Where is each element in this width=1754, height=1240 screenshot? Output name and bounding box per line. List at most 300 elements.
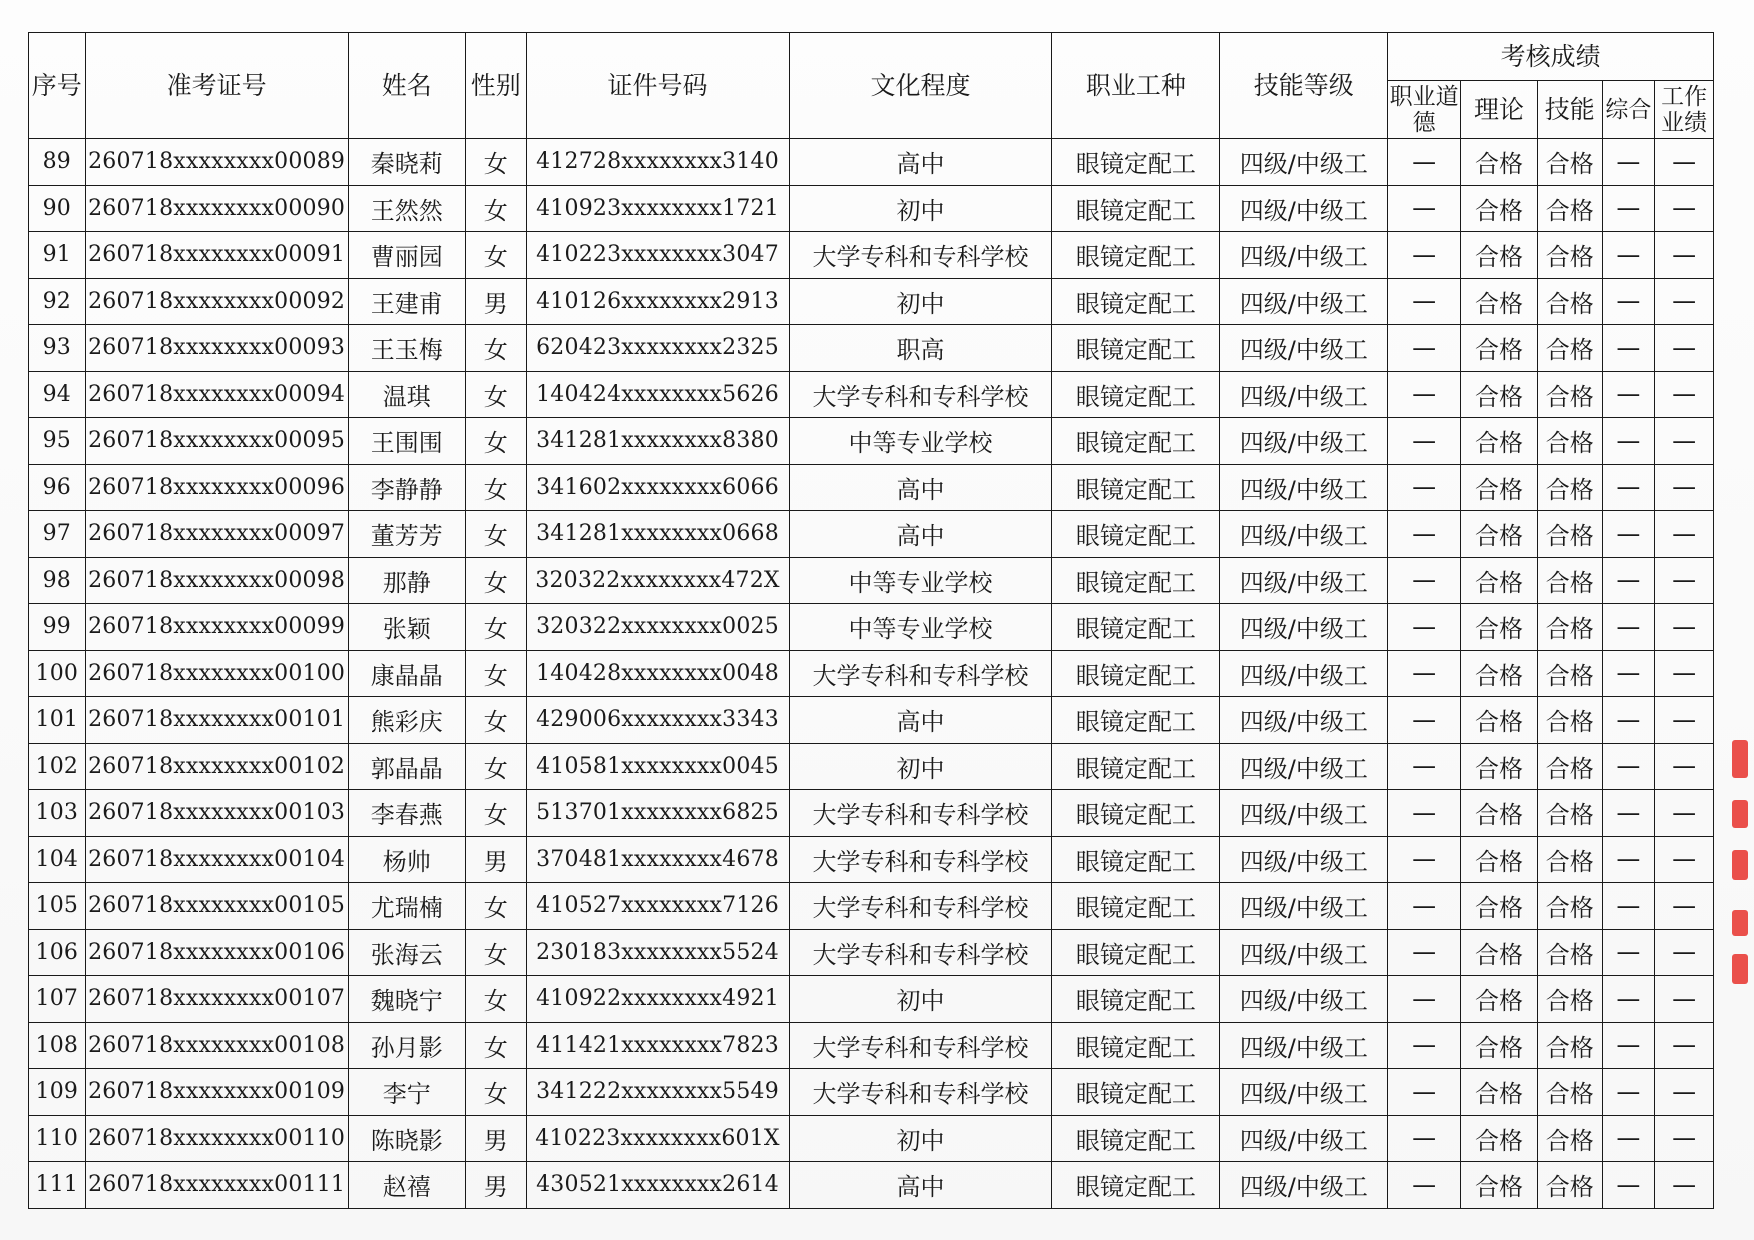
row-theory: 合格: [1461, 511, 1538, 558]
row-gender: 女: [465, 650, 526, 697]
row-work: —: [1655, 185, 1714, 232]
row-ethics: —: [1388, 418, 1461, 465]
row-overall: —: [1602, 883, 1655, 930]
row-skill: 合格: [1537, 464, 1602, 511]
row-ethics: —: [1388, 232, 1461, 279]
row-seq: 95: [29, 418, 86, 465]
row-overall: —: [1602, 1162, 1655, 1209]
row-work: —: [1655, 511, 1714, 558]
row-overall: —: [1602, 697, 1655, 744]
row-name: 魏晓宁: [348, 976, 465, 1023]
header-level: 技能等级: [1220, 33, 1388, 139]
row-edu: 职高: [789, 325, 1052, 372]
row-level: 四级/中级工: [1220, 232, 1388, 279]
row-name: 熊彩庆: [348, 697, 465, 744]
row-edu: 大学专科和专科学校: [789, 1069, 1052, 1116]
row-gender: 女: [465, 418, 526, 465]
header-job: 职业工种: [1052, 33, 1220, 139]
row-id: 341281xxxxxxxx0668: [526, 511, 789, 558]
header-work: 工作业绩: [1655, 81, 1714, 139]
row-id: 370481xxxxxxxx4678: [526, 836, 789, 883]
table-row: [29, 139, 1714, 186]
row-work: —: [1655, 697, 1714, 744]
row-level: 四级/中级工: [1220, 511, 1388, 558]
row-job: 眼镜定配工: [1052, 557, 1220, 604]
row-ticket: 260718xxxxxxxx00092: [85, 278, 348, 325]
row-skill: 合格: [1537, 976, 1602, 1023]
row-work: —: [1655, 743, 1714, 790]
table-row: [29, 185, 1714, 232]
row-ethics: —: [1388, 1162, 1461, 1209]
row-id: 620423xxxxxxxx2325: [526, 325, 789, 372]
row-gender: 女: [465, 557, 526, 604]
row-overall: —: [1602, 418, 1655, 465]
row-name: 王围围: [348, 418, 465, 465]
row-overall: —: [1602, 929, 1655, 976]
row-job: 眼镜定配工: [1052, 743, 1220, 790]
row-name: 康晶晶: [348, 650, 465, 697]
row-skill: 合格: [1537, 1022, 1602, 1069]
row-id: 230183xxxxxxxx5524: [526, 929, 789, 976]
row-job: 眼镜定配工: [1052, 1162, 1220, 1209]
row-id: 341602xxxxxxxx6066: [526, 464, 789, 511]
row-name: 温琪: [348, 371, 465, 418]
row-name: 郭晶晶: [348, 743, 465, 790]
row-overall: —: [1602, 371, 1655, 418]
row-theory: 合格: [1461, 1069, 1538, 1116]
table-row: [29, 418, 1714, 465]
row-theory: 合格: [1461, 976, 1538, 1023]
row-job: 眼镜定配工: [1052, 1069, 1220, 1116]
row-ticket: 260718xxxxxxxx00099: [85, 604, 348, 651]
row-level: 四级/中级工: [1220, 1069, 1388, 1116]
row-theory: 合格: [1461, 232, 1538, 279]
row-seq: 111: [29, 1162, 86, 1209]
table-row: [29, 557, 1714, 604]
row-id: 410527xxxxxxxx7126: [526, 883, 789, 930]
row-level: 四级/中级工: [1220, 743, 1388, 790]
table-row: [29, 743, 1714, 790]
row-level: 四级/中级工: [1220, 976, 1388, 1023]
row-gender: 女: [465, 743, 526, 790]
row-seq: 99: [29, 604, 86, 651]
row-name: 张海云: [348, 929, 465, 976]
header-edu: 文化程度: [789, 33, 1052, 139]
row-ethics: —: [1388, 325, 1461, 372]
row-job: 眼镜定配工: [1052, 464, 1220, 511]
row-seq: 98: [29, 557, 86, 604]
row-id: 341281xxxxxxxx8380: [526, 418, 789, 465]
row-job: 眼镜定配工: [1052, 511, 1220, 558]
row-skill: 合格: [1537, 325, 1602, 372]
row-ethics: —: [1388, 743, 1461, 790]
row-edu: 初中: [789, 743, 1052, 790]
row-id: 410922xxxxxxxx4921: [526, 976, 789, 1023]
row-job: 眼镜定配工: [1052, 790, 1220, 837]
row-work: —: [1655, 976, 1714, 1023]
row-overall: —: [1602, 836, 1655, 883]
row-work: —: [1655, 464, 1714, 511]
row-overall: —: [1602, 650, 1655, 697]
row-ticket: 260718xxxxxxxx00102: [85, 743, 348, 790]
row-overall: —: [1602, 278, 1655, 325]
row-gender: 男: [465, 1162, 526, 1209]
row-skill: 合格: [1537, 743, 1602, 790]
header-row-top: [29, 33, 1714, 81]
row-job: 眼镜定配工: [1052, 976, 1220, 1023]
row-work: —: [1655, 650, 1714, 697]
row-theory: 合格: [1461, 743, 1538, 790]
table-row: [29, 325, 1714, 372]
table-row: [29, 976, 1714, 1023]
row-work: —: [1655, 139, 1714, 186]
row-theory: 合格: [1461, 325, 1538, 372]
row-skill: 合格: [1537, 790, 1602, 837]
row-name: 秦晓莉: [348, 139, 465, 186]
table-row: [29, 604, 1714, 651]
row-ethics: —: [1388, 604, 1461, 651]
header-overall: 综合: [1602, 81, 1655, 139]
row-gender: 女: [465, 1069, 526, 1116]
row-theory: 合格: [1461, 185, 1538, 232]
row-edu: 高中: [789, 697, 1052, 744]
row-edu: 高中: [789, 1162, 1052, 1209]
row-theory: 合格: [1461, 883, 1538, 930]
row-level: 四级/中级工: [1220, 139, 1388, 186]
row-level: 四级/中级工: [1220, 1115, 1388, 1162]
row-id: 411421xxxxxxxx7823: [526, 1022, 789, 1069]
row-skill: 合格: [1537, 650, 1602, 697]
row-ethics: —: [1388, 697, 1461, 744]
row-name: 孙月影: [348, 1022, 465, 1069]
row-ticket: 260718xxxxxxxx00105: [85, 883, 348, 930]
row-seq: 105: [29, 883, 86, 930]
row-name: 李宁: [348, 1069, 465, 1116]
row-seq: 93: [29, 325, 86, 372]
header-gender: 性别: [465, 33, 526, 139]
row-ethics: —: [1388, 278, 1461, 325]
row-edu: 初中: [789, 278, 1052, 325]
row-work: —: [1655, 790, 1714, 837]
row-seq: 108: [29, 1022, 86, 1069]
row-id: 410223xxxxxxxx3047: [526, 232, 789, 279]
row-ethics: —: [1388, 836, 1461, 883]
row-ticket: 260718xxxxxxxx00110: [85, 1115, 348, 1162]
row-edu: 大学专科和专科学校: [789, 371, 1052, 418]
row-id: 410126xxxxxxxx2913: [526, 278, 789, 325]
row-gender: 男: [465, 278, 526, 325]
row-theory: 合格: [1461, 139, 1538, 186]
row-level: 四级/中级工: [1220, 278, 1388, 325]
row-level: 四级/中级工: [1220, 883, 1388, 930]
row-seq: 90: [29, 185, 86, 232]
header-skill: 技能: [1537, 81, 1602, 139]
row-name: 那静: [348, 557, 465, 604]
row-ticket: 260718xxxxxxxx00109: [85, 1069, 348, 1116]
row-theory: 合格: [1461, 557, 1538, 604]
row-gender: 女: [465, 325, 526, 372]
row-ticket: 260718xxxxxxxx00094: [85, 371, 348, 418]
row-skill: 合格: [1537, 185, 1602, 232]
row-seq: 103: [29, 790, 86, 837]
row-ticket: 260718xxxxxxxx00108: [85, 1022, 348, 1069]
row-name: 杨帅: [348, 836, 465, 883]
row-skill: 合格: [1537, 1162, 1602, 1209]
row-edu: 中等专业学校: [789, 604, 1052, 651]
row-ethics: —: [1388, 557, 1461, 604]
row-gender: 男: [465, 836, 526, 883]
row-seq: 109: [29, 1069, 86, 1116]
row-work: —: [1655, 836, 1714, 883]
row-ticket: 260718xxxxxxxx00103: [85, 790, 348, 837]
row-work: —: [1655, 557, 1714, 604]
row-work: —: [1655, 604, 1714, 651]
row-job: 眼镜定配工: [1052, 185, 1220, 232]
row-gender: 女: [465, 185, 526, 232]
row-id: 140424xxxxxxxx5626: [526, 371, 789, 418]
row-ethics: —: [1388, 790, 1461, 837]
row-skill: 合格: [1537, 1115, 1602, 1162]
row-ticket: 260718xxxxxxxx00098: [85, 557, 348, 604]
header-scores-group: 考核成绩: [1388, 33, 1714, 81]
row-ticket: 260718xxxxxxxx00104: [85, 836, 348, 883]
row-gender: 女: [465, 697, 526, 744]
row-seq: 102: [29, 743, 86, 790]
row-level: 四级/中级工: [1220, 604, 1388, 651]
row-gender: 女: [465, 464, 526, 511]
row-overall: —: [1602, 1069, 1655, 1116]
row-edu: 初中: [789, 976, 1052, 1023]
row-ethics: —: [1388, 185, 1461, 232]
row-theory: 合格: [1461, 836, 1538, 883]
row-edu: 中等专业学校: [789, 557, 1052, 604]
row-gender: 女: [465, 883, 526, 930]
header-ticket: 准考证号: [85, 33, 348, 139]
row-id: 410223xxxxxxxx601X: [526, 1115, 789, 1162]
table-row: [29, 1162, 1714, 1209]
row-name: 赵禧: [348, 1162, 465, 1209]
row-job: 眼镜定配工: [1052, 1022, 1220, 1069]
row-ticket: 260718xxxxxxxx00093: [85, 325, 348, 372]
row-theory: 合格: [1461, 418, 1538, 465]
row-seq: 94: [29, 371, 86, 418]
row-overall: —: [1602, 604, 1655, 651]
row-edu: 大学专科和专科学校: [789, 790, 1052, 837]
row-overall: —: [1602, 325, 1655, 372]
row-ticket: 260718xxxxxxxx00097: [85, 511, 348, 558]
row-job: 眼镜定配工: [1052, 278, 1220, 325]
row-job: 眼镜定配工: [1052, 139, 1220, 186]
row-gender: 女: [465, 604, 526, 651]
row-edu: 中等专业学校: [789, 418, 1052, 465]
row-work: —: [1655, 883, 1714, 930]
table-row: [29, 511, 1714, 558]
table-row: [29, 371, 1714, 418]
row-name: 李春燕: [348, 790, 465, 837]
header-theory: 理论: [1461, 81, 1538, 139]
row-work: —: [1655, 278, 1714, 325]
row-ethics: —: [1388, 883, 1461, 930]
row-name: 李静静: [348, 464, 465, 511]
row-overall: —: [1602, 743, 1655, 790]
row-theory: 合格: [1461, 697, 1538, 744]
row-job: 眼镜定配工: [1052, 232, 1220, 279]
row-ethics: —: [1388, 1115, 1461, 1162]
row-edu: 高中: [789, 464, 1052, 511]
row-edu: 高中: [789, 139, 1052, 186]
row-seq: 100: [29, 650, 86, 697]
row-ticket: 260718xxxxxxxx00096: [85, 464, 348, 511]
row-overall: —: [1602, 464, 1655, 511]
table-row: [29, 278, 1714, 325]
row-seq: 101: [29, 697, 86, 744]
header-seq: 序号: [29, 33, 86, 139]
row-theory: 合格: [1461, 650, 1538, 697]
row-ticket: 260718xxxxxxxx00091: [85, 232, 348, 279]
row-id: 410581xxxxxxxx0045: [526, 743, 789, 790]
row-level: 四级/中级工: [1220, 185, 1388, 232]
table-row: [29, 1069, 1714, 1116]
row-ethics: —: [1388, 1022, 1461, 1069]
row-theory: 合格: [1461, 604, 1538, 651]
row-name: 陈晓影: [348, 1115, 465, 1162]
row-level: 四级/中级工: [1220, 790, 1388, 837]
table-row: [29, 464, 1714, 511]
row-overall: —: [1602, 1022, 1655, 1069]
header-id: 证件号码: [526, 33, 789, 139]
row-level: 四级/中级工: [1220, 325, 1388, 372]
row-level: 四级/中级工: [1220, 464, 1388, 511]
row-job: 眼镜定配工: [1052, 883, 1220, 930]
row-level: 四级/中级工: [1220, 697, 1388, 744]
header-ethics: 职业道德: [1388, 81, 1461, 139]
table-row: [29, 883, 1714, 930]
row-work: —: [1655, 325, 1714, 372]
row-work: —: [1655, 1115, 1714, 1162]
row-theory: 合格: [1461, 1115, 1538, 1162]
row-gender: 女: [465, 371, 526, 418]
row-overall: —: [1602, 1115, 1655, 1162]
row-name: 曹丽园: [348, 232, 465, 279]
row-id: 140428xxxxxxxx0048: [526, 650, 789, 697]
row-edu: 大学专科和专科学校: [789, 650, 1052, 697]
row-job: 眼镜定配工: [1052, 929, 1220, 976]
row-overall: —: [1602, 976, 1655, 1023]
row-ethics: —: [1388, 1069, 1461, 1116]
row-ethics: —: [1388, 464, 1461, 511]
row-gender: 女: [465, 790, 526, 837]
table-row: [29, 836, 1714, 883]
row-seq: 104: [29, 836, 86, 883]
table-row: [29, 790, 1714, 837]
row-seq: 107: [29, 976, 86, 1023]
row-name: 董芳芳: [348, 511, 465, 558]
row-seq: 91: [29, 232, 86, 279]
row-job: 眼镜定配工: [1052, 650, 1220, 697]
row-seq: 89: [29, 139, 86, 186]
results-table: [28, 32, 1714, 1209]
table-body: [29, 139, 1714, 1209]
row-ethics: —: [1388, 371, 1461, 418]
row-ethics: —: [1388, 139, 1461, 186]
row-overall: —: [1602, 232, 1655, 279]
row-edu: 大学专科和专科学校: [789, 232, 1052, 279]
row-job: 眼镜定配工: [1052, 1115, 1220, 1162]
row-edu: 初中: [789, 1115, 1052, 1162]
row-edu: 大学专科和专科学校: [789, 1022, 1052, 1069]
row-theory: 合格: [1461, 1022, 1538, 1069]
row-name: 王建甫: [348, 278, 465, 325]
row-edu: 初中: [789, 185, 1052, 232]
row-job: 眼镜定配工: [1052, 418, 1220, 465]
row-skill: 合格: [1537, 371, 1602, 418]
row-edu: 大学专科和专科学校: [789, 883, 1052, 930]
row-job: 眼镜定配工: [1052, 371, 1220, 418]
row-ticket: 260718xxxxxxxx00106: [85, 929, 348, 976]
row-edu: 大学专科和专科学校: [789, 836, 1052, 883]
row-ethics: —: [1388, 929, 1461, 976]
row-skill: 合格: [1537, 557, 1602, 604]
row-ticket: 260718xxxxxxxx00090: [85, 185, 348, 232]
row-skill: 合格: [1537, 929, 1602, 976]
row-skill: 合格: [1537, 511, 1602, 558]
row-work: —: [1655, 232, 1714, 279]
row-id: 320322xxxxxxxx472X: [526, 557, 789, 604]
row-overall: —: [1602, 790, 1655, 837]
row-ticket: 260718xxxxxxxx00107: [85, 976, 348, 1023]
row-ticket: 260718xxxxxxxx00111: [85, 1162, 348, 1209]
row-ticket: 260718xxxxxxxx00095: [85, 418, 348, 465]
row-gender: 女: [465, 929, 526, 976]
table-row: [29, 232, 1714, 279]
row-overall: —: [1602, 511, 1655, 558]
row-skill: 合格: [1537, 1069, 1602, 1116]
row-name: 王然然: [348, 185, 465, 232]
row-theory: 合格: [1461, 1162, 1538, 1209]
row-overall: —: [1602, 139, 1655, 186]
row-work: —: [1655, 1069, 1714, 1116]
row-job: 眼镜定配工: [1052, 697, 1220, 744]
row-skill: 合格: [1537, 232, 1602, 279]
row-id: 320322xxxxxxxx0025: [526, 604, 789, 651]
row-level: 四级/中级工: [1220, 371, 1388, 418]
row-skill: 合格: [1537, 697, 1602, 744]
row-seq: 92: [29, 278, 86, 325]
row-work: —: [1655, 929, 1714, 976]
row-level: 四级/中级工: [1220, 557, 1388, 604]
row-ticket: 260718xxxxxxxx00089: [85, 139, 348, 186]
row-seq: 110: [29, 1115, 86, 1162]
table-row: [29, 929, 1714, 976]
row-ticket: 260718xxxxxxxx00101: [85, 697, 348, 744]
row-level: 四级/中级工: [1220, 650, 1388, 697]
row-name: 王玉梅: [348, 325, 465, 372]
row-theory: 合格: [1461, 371, 1538, 418]
row-id: 341222xxxxxxxx5549: [526, 1069, 789, 1116]
row-gender: 女: [465, 139, 526, 186]
row-gender: 女: [465, 976, 526, 1023]
table-row: [29, 1115, 1714, 1162]
row-ticket: 260718xxxxxxxx00100: [85, 650, 348, 697]
row-id: 429006xxxxxxxx3343: [526, 697, 789, 744]
row-skill: 合格: [1537, 883, 1602, 930]
row-overall: —: [1602, 557, 1655, 604]
row-level: 四级/中级工: [1220, 1022, 1388, 1069]
row-seq: 97: [29, 511, 86, 558]
row-level: 四级/中级工: [1220, 1162, 1388, 1209]
row-skill: 合格: [1537, 139, 1602, 186]
row-edu: 大学专科和专科学校: [789, 929, 1052, 976]
